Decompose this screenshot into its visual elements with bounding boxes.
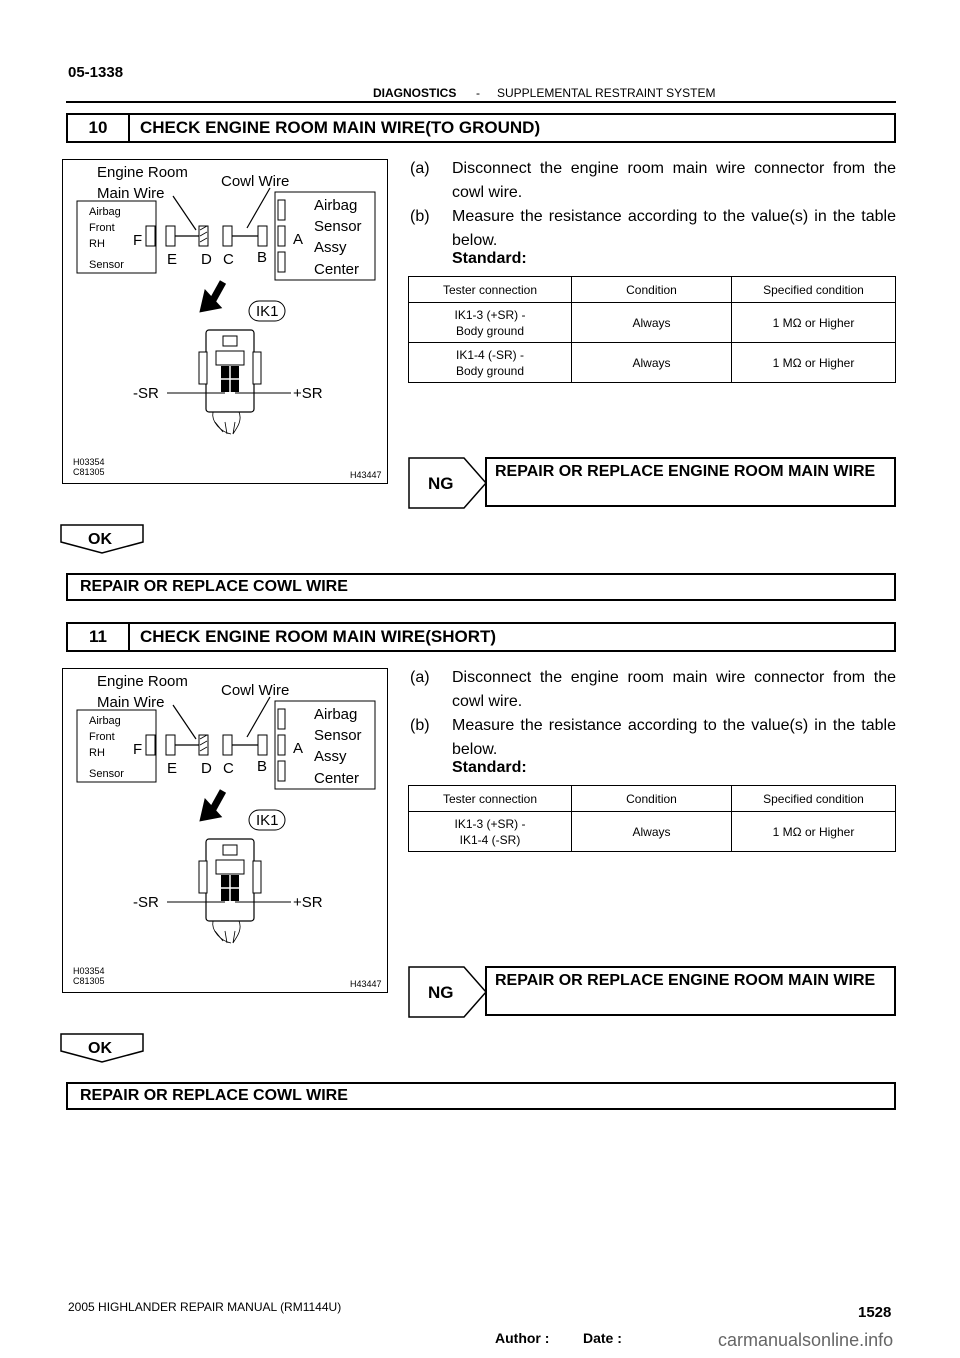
diagram-label: RH — [89, 238, 105, 250]
figure-code: C81305 — [73, 976, 105, 986]
table-cell-specified: 1 MΩ or Higher — [732, 812, 896, 852]
figure-code: C81305 — [73, 467, 105, 477]
figure-code: H43447 — [350, 470, 382, 480]
diagram-label: Airbag — [89, 715, 121, 727]
page-number: 05-1338 — [68, 64, 124, 81]
diagram-label: -SR — [133, 894, 159, 911]
connection-line: IK1-4 (-SR) — [459, 832, 521, 847]
author-label: Author : — [495, 1330, 550, 1346]
header-rule — [66, 101, 896, 103]
step-title: CHECK ENGINE ROOM MAIN WIRE(TO GROUND) — [140, 118, 541, 137]
instruction-a — [410, 157, 896, 205]
diagram-label: F — [133, 741, 143, 758]
footer-page-number: 1528 — [858, 1304, 892, 1321]
diagram-label: D — [201, 760, 212, 777]
connection-line: IK1-3 (+SR) - — [454, 307, 526, 322]
diagram-label: +SR — [293, 385, 323, 402]
diagram-label: E — [167, 760, 178, 777]
step-title: CHECK ENGINE ROOM MAIN WIRE(SHORT) — [140, 627, 497, 646]
diagram-label: Cowl Wire — [221, 682, 290, 699]
table-header: Tester connection — [409, 786, 572, 812]
connection-line: Body ground — [455, 363, 525, 378]
diagram-label: Main Wire — [97, 694, 165, 711]
table-header: Tester connection — [409, 277, 572, 303]
table-cell-condition: Always — [572, 812, 732, 852]
instruction-a — [410, 666, 896, 714]
table-header: Specified condition — [732, 277, 896, 303]
header-section: DIAGNOSTICS — [373, 86, 457, 100]
date-label: Date : — [583, 1330, 622, 1346]
spec-table — [408, 785, 896, 852]
manual-title: 2005 HIGHLANDER REPAIR MANUAL (RM1144U) — [68, 1300, 342, 1314]
instruction-label: (a) — [410, 669, 430, 686]
step-number: 11 — [68, 624, 130, 650]
ng-label: NG — [428, 474, 454, 493]
table-row — [409, 303, 896, 343]
diagram-label: IK1 — [256, 303, 279, 320]
diagram-label: +SR — [293, 894, 323, 911]
diagram-label: A — [293, 740, 304, 757]
diagram-label: Center — [314, 261, 360, 278]
diagram-label: Engine Room — [97, 673, 188, 690]
ok-arrow-shape — [60, 1033, 144, 1063]
connection-line: IK1-4 (-SR) - — [455, 347, 524, 362]
figure-code: H03354 — [73, 457, 105, 467]
instruction-b — [410, 714, 896, 762]
table-cell-specified: 1 MΩ or Higher — [732, 343, 896, 383]
table-header-row — [409, 786, 896, 812]
ok-label: OK — [88, 1040, 112, 1057]
instruction-text: Measure the resistance according to the value(s) in the table below. — [452, 208, 896, 249]
ng-arrow-shape — [408, 457, 488, 509]
diagram-label: B — [257, 249, 268, 266]
diagram-label: RH — [89, 747, 105, 759]
diagram-label: F — [133, 232, 143, 249]
standard-label: Standard: — [452, 250, 527, 267]
table-cell-specified: 1 MΩ or Higher — [732, 303, 896, 343]
diagram-label: Sensor — [89, 768, 124, 780]
diagram-label: Front — [89, 731, 115, 743]
diagram-label: Sensor — [314, 218, 362, 235]
spec-table — [408, 276, 896, 383]
figure-code: H03354 — [73, 966, 105, 976]
table-header: Specified condition — [732, 786, 896, 812]
diagram-label: Assy — [314, 748, 347, 765]
table-cell-connection — [409, 812, 572, 852]
diagram-label: Airbag — [314, 197, 358, 214]
diagram-label: Sensor — [314, 727, 362, 744]
table-row — [409, 343, 896, 383]
instruction-text: Measure the resistance according to the value(s) in the table below. — [452, 717, 896, 758]
instruction-label: (a) — [410, 160, 430, 177]
diagram-label: Cowl Wire — [221, 173, 290, 190]
diagram-label: D — [201, 251, 212, 268]
instruction-text: Disconnect the engine room main wire connector from the cowl wire. — [452, 669, 896, 710]
table-row — [409, 812, 896, 852]
ok-action-box: REPAIR OR REPLACE COWL WIRE — [66, 1082, 896, 1110]
header-system: SUPPLEMENTAL RESTRAINT SYSTEM — [497, 86, 716, 100]
ng-label: NG — [428, 983, 454, 1002]
instruction-label: (b) — [410, 717, 430, 734]
diagram-label: Airbag — [314, 706, 358, 723]
diagram-label: E — [167, 251, 178, 268]
diagram-label: -SR — [133, 385, 159, 402]
ok-arrow-shape — [60, 524, 144, 554]
connector-illustration — [63, 669, 389, 994]
step-10-header — [66, 113, 896, 143]
connector-illustration — [63, 160, 389, 485]
wiring-diagram-step-10 — [62, 159, 388, 484]
instruction-b — [410, 205, 896, 253]
table-header-row — [409, 277, 896, 303]
ok-label: OK — [88, 531, 112, 548]
diagram-label: B — [257, 758, 268, 775]
diagram-label: Engine Room — [97, 164, 188, 181]
diagram-label: Airbag — [89, 206, 121, 218]
diagram-label: C — [223, 251, 234, 268]
step-11-header — [66, 622, 896, 652]
header-separator: - — [476, 86, 480, 100]
diagram-label: Center — [314, 770, 360, 787]
ng-action-box: REPAIR OR REPLACE ENGINE ROOM MAIN WIRE — [485, 457, 896, 507]
table-cell-condition: Always — [572, 343, 732, 383]
wiring-diagram-step-11 — [62, 668, 388, 993]
diagram-label: Sensor — [89, 259, 124, 271]
table-cell-condition: Always — [572, 303, 732, 343]
ng-arrow-shape — [408, 966, 488, 1018]
table-cell-connection — [409, 343, 572, 383]
table-header: Condition — [572, 786, 732, 812]
diagram-label: Front — [89, 222, 115, 234]
standard-label: Standard: — [452, 759, 527, 776]
diagram-label: Assy — [314, 239, 347, 256]
diagram-label: IK1 — [256, 812, 279, 829]
step-number: 10 — [68, 115, 130, 141]
ng-action-box: REPAIR OR REPLACE ENGINE ROOM MAIN WIRE — [485, 966, 896, 1016]
diagram-label: A — [293, 231, 304, 248]
ok-action-box: REPAIR OR REPLACE COWL WIRE — [66, 573, 896, 601]
diagram-label: Main Wire — [97, 185, 165, 202]
instruction-label: (b) — [410, 208, 430, 225]
connection-line: IK1-3 (+SR) - — [454, 816, 526, 831]
table-header: Condition — [572, 277, 732, 303]
instruction-text: Disconnect the engine room main wire connector from the cowl wire. — [452, 160, 896, 201]
connection-line: Body ground — [455, 323, 525, 338]
table-cell-connection — [409, 303, 572, 343]
watermark: carmanualsonline.info — [718, 1330, 894, 1350]
diagram-label: C — [223, 760, 234, 777]
figure-code: H43447 — [350, 979, 382, 989]
